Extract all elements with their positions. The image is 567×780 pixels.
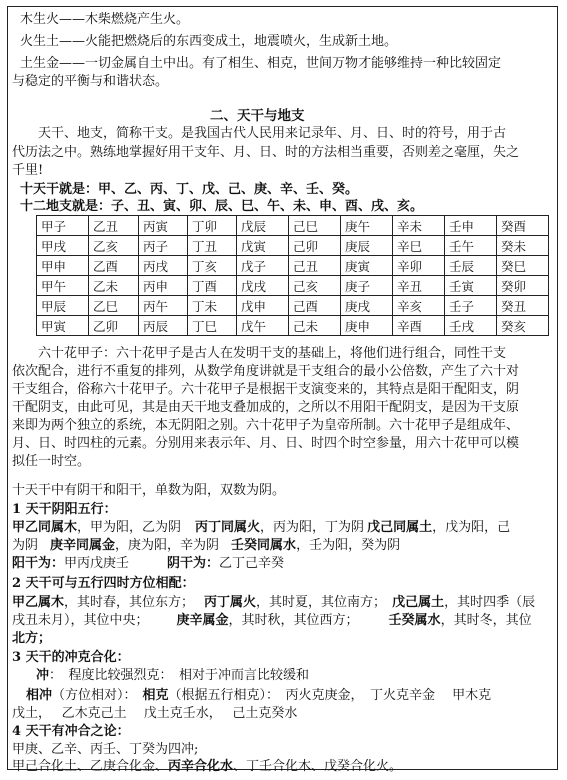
table-row [37,316,549,336]
rengui-water-label: 壬癸同属水 [231,538,297,553]
table-cell: 甲辰 [37,296,89,316]
liushi-line-4: 干配阴支，由此可见，其是由天干地支叠加成的，之所以不用阳干配阴支，是因为干支原 [12,400,520,415]
table-cell: 辛丑 [393,276,445,296]
gengxin-text: ，庚为阳，辛为阴 [115,538,220,553]
table-cell: 乙丑 [89,216,139,236]
yang-label: 阳干为： [12,556,65,571]
jiazi-table [36,215,549,336]
table-cell: 乙酉 [89,256,139,276]
xiangke-label: 相克 [142,688,169,703]
table-cell: 乙亥 [89,236,139,256]
intro-line-3a: 土生金——一切金属自土中出。有了相生、相克，世间万物才能够维持一种比较固定 [20,56,502,71]
table-cell: 庚申 [341,316,393,336]
table-cell: 甲寅 [37,316,89,336]
liushi-line-2: 依次配合，进行不重复的排列，从数学角度讲就是干支组合的最小公倍数，产生了六十对 [12,364,520,379]
liushi-line-3: 干支组合，俗称六十花甲子。六十花甲子是根据干支演变来的，其特点是阳干配阳支，阴 [12,382,520,397]
intro-line-2: 火生土——火能把燃烧后的东西变成土，地震喷火，生成新土地。 [20,34,398,49]
section-paragraph-line-1: 天干、地支，简称干支。是我国古代人民用来记录年、月、日、时的符号，用于古 [38,126,507,141]
chong-text: ： 程度比较强烈克： 相对于冲而言比较缓和 [49,668,310,683]
table-cell: 癸酉 [497,216,549,236]
xiangchong-label: 相冲 [26,688,53,703]
table-row [37,296,549,316]
table-cell: 壬戌 [445,316,497,336]
table-cell: 丁酉 [188,276,237,296]
xiangke-text: （根据五行相克）： 丙火克庚金， 丁火克辛金 甲木克 [168,688,492,703]
table-cell: 己亥 [289,276,341,296]
table-cell: 丙子 [139,236,188,256]
gengxin-metal: 庚辛属金 [176,613,229,628]
jiayi-wood: 甲乙属木 [12,595,65,610]
table-cell: 辛未 [393,216,445,236]
table-cell: 庚子 [341,276,393,296]
table-cell: 甲子 [37,216,89,236]
gengxin-metal-label: 庚辛同属金 [50,538,116,553]
ji-yin-text: 为阴 [12,538,39,553]
section-paragraph-line-3: 千里! [12,163,44,178]
subsection-2-line-2 [12,613,532,629]
si-chong-line: 甲庚、乙辛、丙壬、丁癸为四冲; [12,742,199,757]
table-cell: 癸巳 [497,256,549,276]
table-cell: 辛亥 [393,296,445,316]
table-cell: 甲午 [37,276,89,296]
table-cell: 乙未 [89,276,139,296]
subsection-2-line-1 [12,595,535,611]
table-cell: 己巳 [289,216,341,236]
subsection-3-title: 3 天干的冲克合化： [12,650,130,665]
table-cell: 丙辰 [139,316,188,336]
wuji-earth-label: 戊己同属土 [367,520,433,535]
table-cell: 己未 [289,316,341,336]
xiangchong-line [26,688,491,704]
table-cell: 庚辰 [341,236,393,256]
bingding-text: ，丙为阳，丁为阴 [260,520,365,535]
table-cell: 癸亥 [497,316,549,336]
tiangan-line: 十天干就是：甲、乙、丙、丁、戊、己、庚、辛、壬、癸。 [20,182,359,197]
table-cell: 戊寅 [237,236,289,256]
rengui-season: ，其时冬，其位 [440,613,532,628]
table-row [37,256,549,276]
xiangke-line-2: 戊土， 乙木克己土 戊土克壬水， 己土克癸水 [12,706,298,721]
table-cell: 庚午 [341,216,393,236]
table-cell: 丁丑 [188,236,237,256]
table-cell: 戊子 [237,256,289,276]
table-cell: 丙寅 [139,216,188,236]
chong-ke-line [36,668,309,684]
he-hua-text-1: 甲己合化土、乙庚合化金、 [12,759,169,774]
table-cell: 丙戌 [139,256,188,276]
bingding-fire: 丙丁属火 [204,595,257,610]
jiayi-wood-label: 甲乙同属木 [12,520,78,535]
table-cell: 丁卯 [188,216,237,236]
table-cell: 壬寅 [445,276,497,296]
yinyang-title: 十天干中有阴干和阳干，单数为阳，双数为阴。 [12,483,286,498]
table-cell: 己卯 [289,236,341,256]
rengui-water: 壬癸属水 [388,613,441,628]
rengui-text: ，壬为阳，癸为阴 [296,538,401,553]
table-cell: 壬申 [445,216,497,236]
wuji-season: ，其时四季（辰 [444,595,536,610]
jiayi-text: ，甲为阳，乙为阴 [77,520,182,535]
table-cell: 癸丑 [497,296,549,316]
table-cell: 辛巳 [393,236,445,256]
liushi-line-5: 来即为两个独立的系统，本无阴阳之别。六十花甲子为皇帝所制。六十花甲子是组成年、 [12,418,520,433]
bingding-fire-label: 丙丁同属火 [195,520,261,535]
subsection-1-line-1 [12,520,510,536]
wuji-text: ，戊为阳，己 [432,520,511,535]
subsection-1-line-2 [12,538,400,554]
wuji-season-cont: 戌丑未月），其位中央； [12,613,149,628]
table-cell: 庚戌 [341,296,393,316]
table-cell: 丁亥 [188,256,237,276]
table-cell: 乙卯 [89,316,139,336]
yin-label: 阴干为： [167,556,220,571]
intro-line-3b: 与稳定的平衡与和谐状态。 [12,74,169,89]
yang-yin-line [12,556,284,572]
table-row [37,216,549,236]
bingxin-water: 丙辛合化水 [168,759,234,774]
table-cell: 丁未 [188,296,237,316]
dizhi-line: 十二地支就是：子、丑、寅、卯、辰、巳、午、未、申、酉、戌、亥。 [20,199,424,214]
table-cell: 戊辰 [237,216,289,236]
intro-line-1: 木生火——木柴燃烧产生火。 [20,12,190,27]
table-cell: 甲申 [37,256,89,276]
subsection-4-title: 4 天干有冲合之论： [12,724,130,739]
wuji-earth: 戊己属土 [392,595,445,610]
table-cell: 丁巳 [188,316,237,336]
yin-value: 乙丁己辛癸 [219,556,285,571]
table-cell: 壬午 [445,236,497,256]
liushi-line-7: 拟任一时空。 [12,454,91,469]
table-cell: 辛酉 [393,316,445,336]
table-cell: 庚寅 [341,256,393,276]
he-hua-text-2: 、丁壬合化木、戊癸合化火。 [233,759,403,774]
table-cell: 丙申 [139,276,188,296]
table-cell: 甲戌 [37,236,89,256]
liushi-line-6: 月、日、时四柱的元素。分别用来表示年、月、日、时四个时空参量，用六十花甲可以模 [12,436,520,451]
table-cell: 壬辰 [445,256,497,276]
table-cell: 己酉 [289,296,341,316]
table-cell: 癸卯 [497,276,549,296]
he-hua-line [12,759,402,775]
yang-value: 甲丙戊庚壬 [64,556,130,571]
table-cell: 戊申 [237,296,289,316]
gengxin-season: ，其时秋，其位西方； [228,613,359,628]
subsection-2-title: 2 天干可与五行四时方位相配： [12,576,195,591]
jiayi-season: ，其时春，其位东方； [64,595,195,610]
subsection-1-title: 1 天干阴阳五行： [12,502,117,517]
table-cell: 辛卯 [393,256,445,276]
table-row [37,276,549,296]
bingding-season: ，其时夏，其位南方； [256,595,387,610]
subsection-2-line-3: 北方； [12,631,52,646]
table-cell: 乙巳 [89,296,139,316]
chong-label: 冲 [36,668,50,683]
table-cell: 戊戌 [237,276,289,296]
table-row [37,236,549,256]
table-cell: 癸未 [497,236,549,256]
table-cell: 己丑 [289,256,341,276]
xiangchong-text: （方位相对）： [52,688,137,703]
table-cell: 壬子 [445,296,497,316]
liushi-line-1: 六十花甲子：六十花甲子是古人在发明干支的基础上，将他们进行组合，同性干支 [38,346,507,361]
table-cell: 戊午 [237,316,289,336]
section-paragraph-line-2: 代历法之中。熟练地掌握好用干支年、月、日、时的方法相当重要，否则差之毫厘，失之 [12,145,520,160]
section-title: 二、天干与地支 [210,108,305,124]
table-cell: 丙午 [139,296,188,316]
